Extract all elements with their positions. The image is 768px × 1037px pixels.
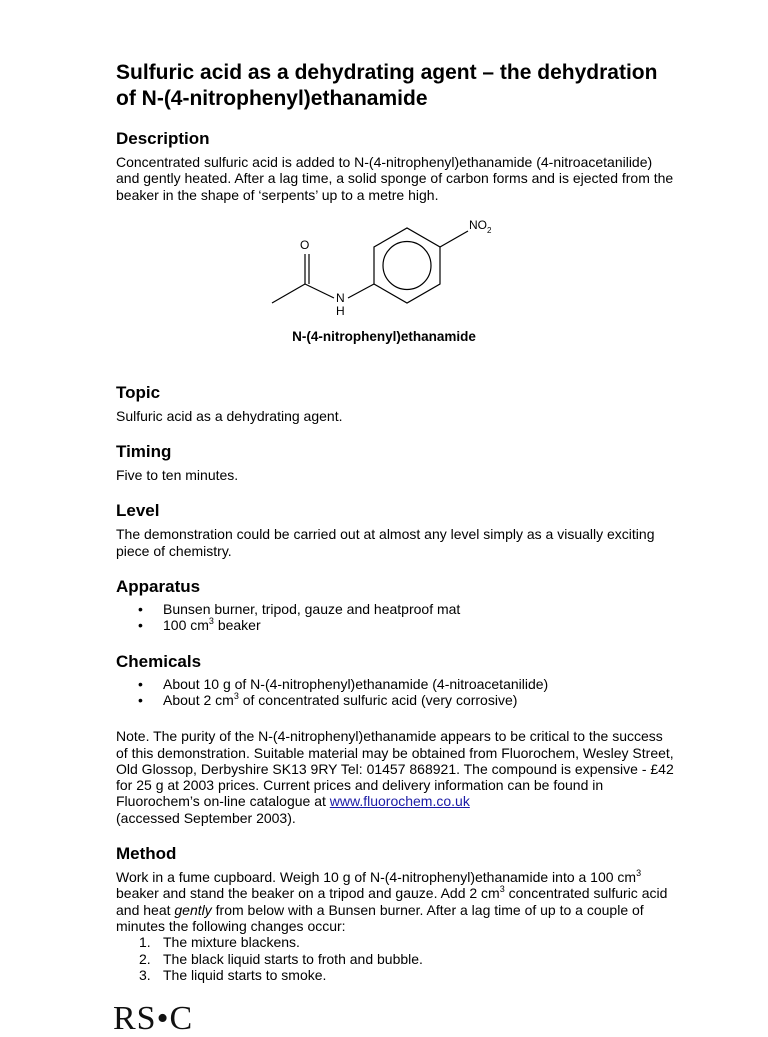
chemicals-section [116, 652, 676, 709]
list-item: 3. The liquid starts to smoke. [139, 966, 327, 983]
list-item: • About 2 $cm^3$ of concentrated sulfuric acid (very corrosive) [116, 692, 676, 708]
document-body [116, 60, 676, 983]
apparatus-list [116, 601, 676, 634]
level-text: The demonstration could be carried out at almost any level simply as a visually exciting piece of chemistry. [116, 526, 655, 559]
purity-note: Note. The purity of the N-(4-nitrophenyl)ethanamide appears to be critical to the success of this demonstration. Suitable material may be obtained from Fluorochem, Wesley Street, Old Glossop, Derbyshire SK13 9RY Tel: 01457 868921. The compound is expensive - £42 for 25 g at 2003 prices. Current prices and delivery information can be found in Fluorochem’s on-line catalogue at www.fluorochem.co.uk (accessed September 2003). [116, 728, 674, 826]
timing-text: Five to ten minutes. [116, 467, 239, 484]
chemicals-heading: Chemicals [116, 651, 202, 671]
level-section [116, 501, 676, 559]
description-text: Concentrated sulfuric acid is added to N-(4-nitrophenyl)ethanamide (4-nitroacetanilide) and gently heated. After a lag time, a solid sponge of carbon forms and is ejected from the beaker in the shape of ‘serpents’ up to a metre high. [116, 154, 674, 203]
method-text: Work in a fume cupboard. Weigh 10 g of N-(4-nitrophenyl)ethanamide into a 100 $cm^3$ beaker and stand the beaker on a tripod and gauze. Add 2 $cm^3$ concentrated sulfuric acid and heat gently from below with a Bunsen burner. After a lag time of up to a couple of minutes the following changes occur: [116, 868, 668, 934]
list-item: • 100 $cm^3$ beaker [116, 617, 676, 633]
apparatus-heading: Apparatus [116, 577, 201, 597]
page-title: Sulfuric acid as a dehydrating agent – the dehydration of N-(4-nitrophenyl)ethanamide [116, 61, 658, 110]
hydrogen-label: H [336, 303, 345, 318]
chemical-structure [116, 209, 676, 359]
fluorochem-link[interactable]: www.fluorochem.co.uk [329, 793, 470, 810]
topic-section [116, 383, 676, 424]
list-item: 2. The black liquid starts to froth and bubble. [139, 950, 423, 967]
topic-heading: Topic [116, 382, 161, 402]
level-heading: Level [116, 501, 160, 521]
method-steps [116, 934, 676, 983]
timing-heading: Timing [116, 442, 172, 462]
structure-caption: N-(4-nitrophenyl)ethanamide [292, 328, 476, 344]
nitrogen-label: N [336, 290, 345, 305]
method-section [116, 844, 676, 983]
timing-section [116, 442, 676, 483]
list-item: • About 10 g of N-(4-nitrophenyl)ethanamide (4-nitroacetanilide) [116, 676, 676, 692]
method-heading: Method [116, 844, 177, 864]
oxygen-label: O [300, 237, 310, 252]
list-item: 1. The mixture blackens. [139, 934, 300, 951]
nitro-label: NO [469, 217, 487, 232]
chemicals-list [116, 676, 676, 709]
nitro-subscript: 2 [487, 225, 492, 235]
list-item: • Bunsen burner, tripod, gauze and heatproof mat [116, 601, 676, 617]
rsc-logo: RS•C [113, 1000, 194, 1037]
description-heading: Description [116, 129, 210, 148]
topic-text: Sulfuric acid as a dehydrating agent. [116, 407, 343, 424]
apparatus-section [116, 577, 676, 634]
